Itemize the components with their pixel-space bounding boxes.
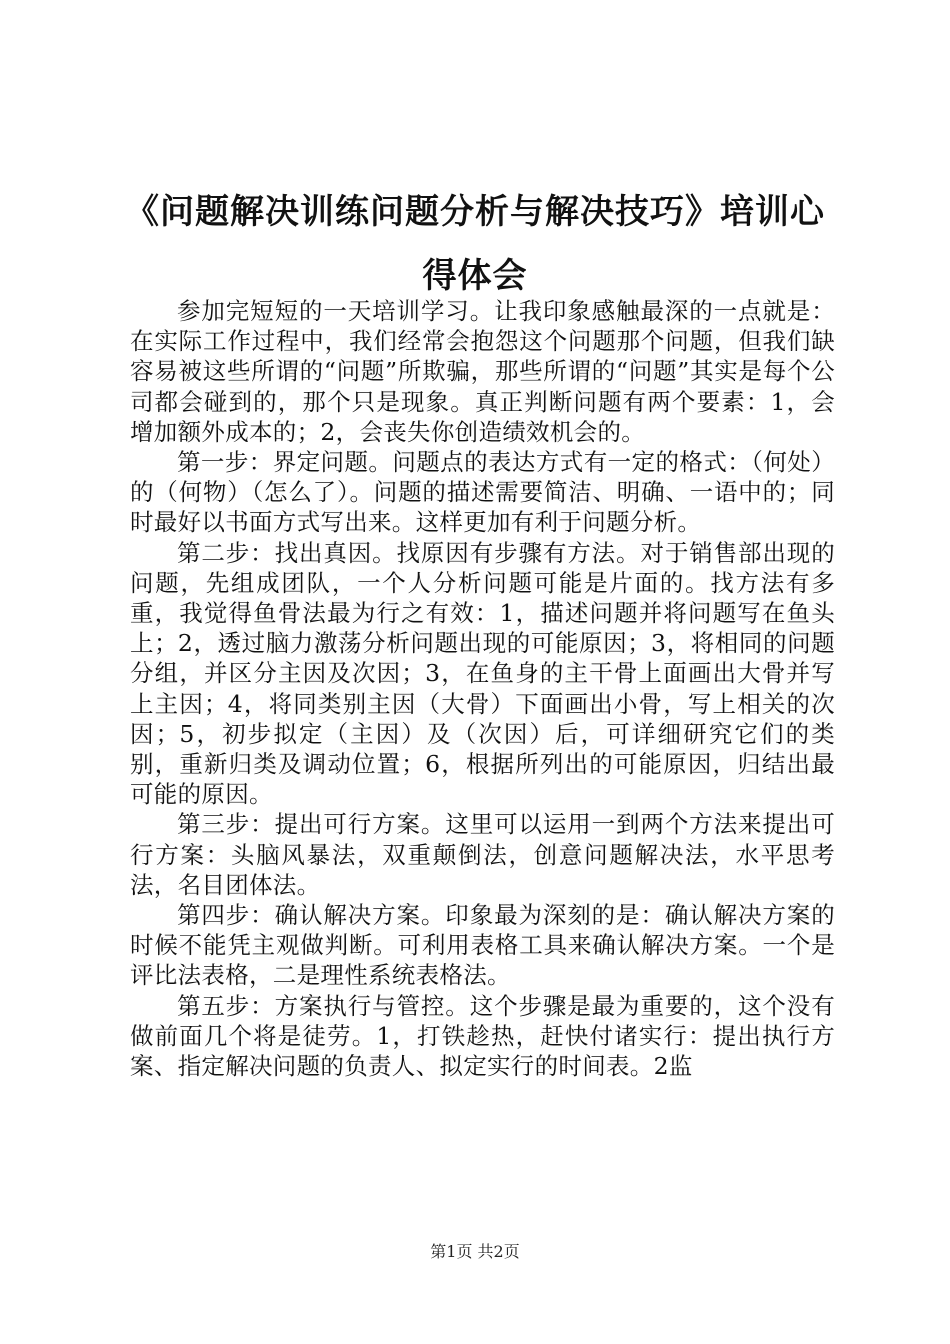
paragraph-step-1: 第一步：界定问题。问题点的表达方式有一定的格式：（何处）的（何物）（怎么了）。问题的描述需要简洁、明确、一语中的；同时最好以书面方式写出来。这样更加有利于问题分析。 (130, 448, 835, 537)
document-body (130, 296, 835, 1081)
paragraph-step-5: 第五步：方案执行与管控。这个步骤是最为重要的，这个没有做前面几个将是徒劳。1，打铁趁热，赶快付诸实行：提出执行方案、指定解决问题的负责人、拟定实行的时间表。2监 (130, 991, 835, 1081)
document-title: 《问题解决训练问题分析与解决技巧》培训心得体会 (125, 192, 825, 296)
paragraph-step-4: 第四步：确认解决方案。印象最为深刻的是：确认解决方案的时候不能凭主观做判断。可利用表格工具来确认解决方案。一个是评比法表格，二是理性系统表格法。 (130, 901, 835, 990)
paragraph-step-3: 第三步：提出可行方案。这里可以运用一到两个方法来提出可行方案：头脑风暴法，双重颠倒法，创意问题解决法，水平思考法，名目团体法。 (130, 810, 835, 899)
paragraph-intro: 参加完短短的一天培训学习。让我印象感触最深的一点就是：在实际工作过程中，我们经常会抱怨这个问题那个问题，但我们缺容易被这些所谓的“问题”所欺骗，那些所谓的“问题”其实是每个公司都会碰到的，那个只是现象。真正判断问题有两个要素：1，会增加额外成本的；2，会丧失你创造绩效机会的。 (130, 297, 835, 446)
page-number-footer: 第1页 共2页 (430, 1242, 520, 1261)
paragraph-step-2: 第二步：找出真因。找原因有步骤有方法。对于销售部出现的问题，先组成团队，一个人分析问题可能是片面的。找方法有多重，我觉得鱼骨法最为行之有效：1，描述问题并将问题写在鱼头上；2，透过脑力激荡分析问题出现的可能原因；3，将相同的问题分组，并区分主因及次因；3，在鱼身的主干骨上面画出大骨并写上主因；4，将同类别主因（大骨）下面画出小骨，写上相关的次因；5，初步拟定（主因）及（次因）后，可详细研究它们的类别，重新归类及调动位置；6，根据所列出的可能原因，归结出最可能的原因。 (130, 538, 835, 809)
